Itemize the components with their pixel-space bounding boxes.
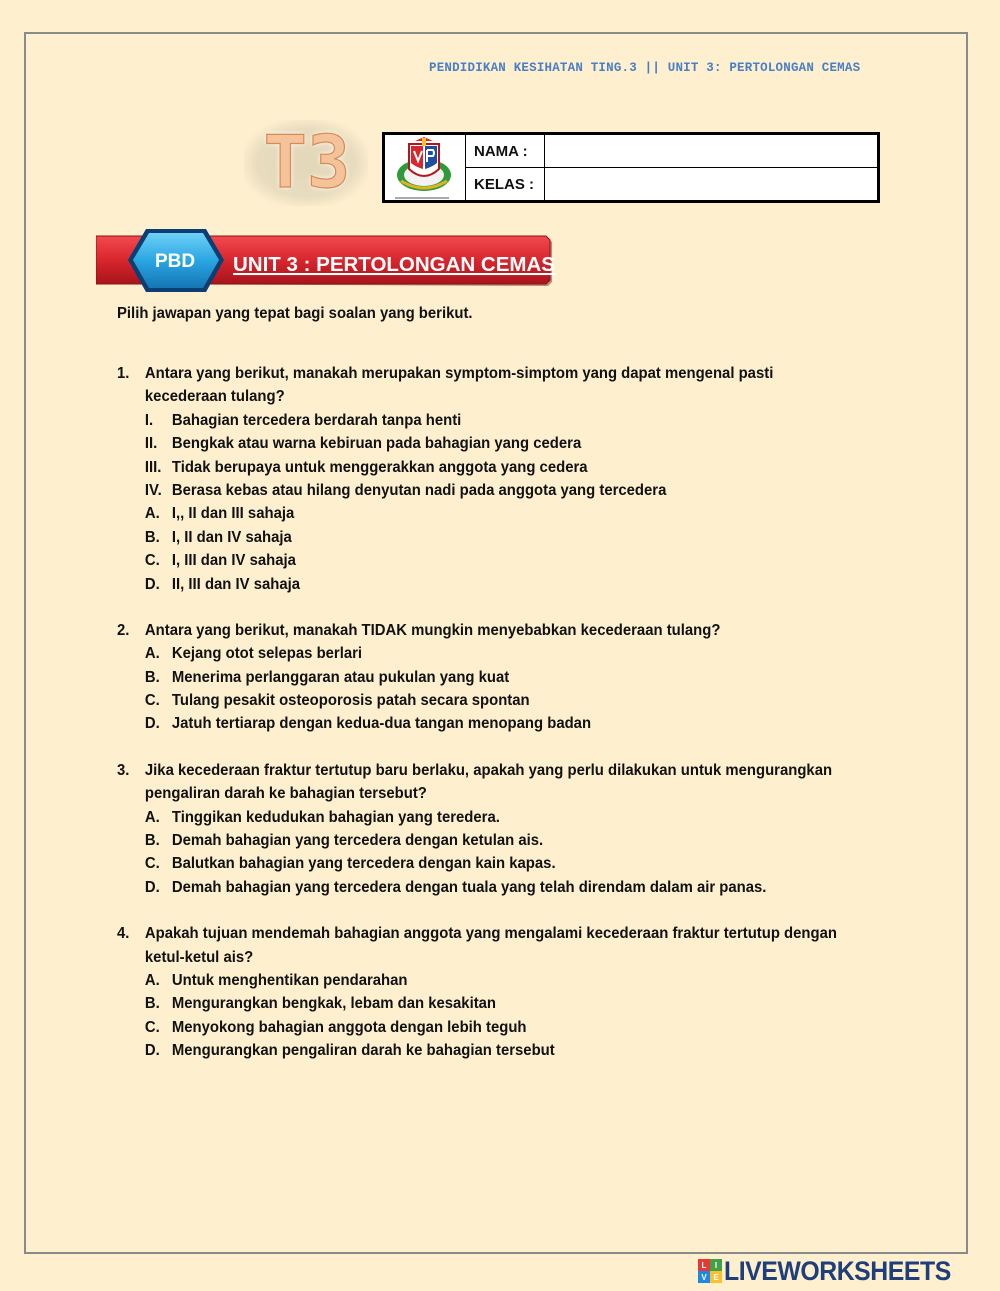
option-letter: D. xyxy=(144,878,160,896)
option-text: Jatuh tertiarap dengan kedua-dua tangan menopang badan xyxy=(171,715,592,733)
question-stem xyxy=(117,619,842,642)
option-letter: D. xyxy=(144,575,160,593)
question-text: Antara yang berikut, manakah merupakan symptom-simptom yang dapat mengenal pasti xyxy=(144,365,774,382)
question-stem xyxy=(117,759,842,782)
statement-numeral: III. xyxy=(144,458,162,476)
unit-banner xyxy=(96,226,556,298)
option-text: Demah bahagian yang tercedera dengan ketulan ais. xyxy=(171,832,544,850)
question-number: 4. xyxy=(117,925,130,943)
answer-option[interactable] xyxy=(117,829,842,852)
statement-item xyxy=(117,409,842,432)
option-letter: B. xyxy=(144,668,160,686)
statement-numeral: IV. xyxy=(144,481,162,499)
option-text: Menerima perlanggaran atau pukulan yang kuat xyxy=(171,668,510,686)
option-text: Untuk menghentikan pendarahan xyxy=(171,971,408,989)
statement-item xyxy=(117,479,842,502)
question-1 xyxy=(117,362,897,596)
option-letter: A. xyxy=(144,505,160,523)
question-stem-continued xyxy=(117,385,842,408)
answer-option[interactable] xyxy=(117,502,842,525)
question-text: kecederaan tulang? xyxy=(144,388,285,406)
question-number: 3. xyxy=(117,761,130,779)
option-text: II, III dan IV sahaja xyxy=(171,575,301,593)
logo-letter: L xyxy=(698,1259,710,1271)
question-text: Antara yang berikut, manakah TIDAK mungkin menyebabkan kecederaan tulang? xyxy=(144,621,721,639)
option-text: I,, II dan III sahaja xyxy=(171,505,295,523)
answer-option[interactable] xyxy=(117,573,842,596)
liveworksheets-logo-icon xyxy=(698,1259,722,1283)
name-label: NAMA : xyxy=(466,135,544,168)
question-text: pengaliran darah ke bahagian tersebut? xyxy=(144,785,427,803)
grade-badge xyxy=(244,120,368,206)
option-text: Tulang pesakit osteoporosis patah secara spontan xyxy=(171,692,530,710)
option-text: Kejang otot selepas berlari xyxy=(171,645,363,663)
question-stem xyxy=(117,362,842,385)
question-number: 1. xyxy=(117,365,130,382)
answer-option[interactable] xyxy=(117,526,842,549)
answer-option[interactable] xyxy=(117,1039,842,1062)
question-4 xyxy=(117,922,897,1062)
option-letter: A. xyxy=(144,971,160,989)
statement-text: Bahagian tercedera berdarah tanpa henti xyxy=(171,411,462,429)
option-letter: D. xyxy=(144,1042,160,1060)
banner-title: UNIT 3 : PERTOLONGAN CEMAS xyxy=(233,253,555,276)
option-letter: C. xyxy=(144,552,160,570)
answer-option[interactable] xyxy=(117,689,842,712)
answer-option[interactable] xyxy=(117,806,842,829)
question-list xyxy=(117,362,897,1086)
statement-text: Bengkak atau warna kebiruan pada bahagian yang cedera xyxy=(171,435,582,453)
option-letter: C. xyxy=(144,1018,160,1036)
logo-letter: I xyxy=(710,1259,722,1271)
school-crest-icon xyxy=(385,135,463,201)
liveworksheets-footer xyxy=(698,1254,971,1288)
option-text: I, III dan IV sahaja xyxy=(171,552,296,570)
answer-option[interactable] xyxy=(117,876,842,899)
question-stem-continued xyxy=(117,782,842,805)
question-3 xyxy=(117,759,897,899)
option-letter: B. xyxy=(144,528,160,546)
class-field[interactable] xyxy=(545,168,877,200)
option-letter: B. xyxy=(144,832,160,850)
option-letter: B. xyxy=(144,995,160,1013)
option-text: Menyokong bahagian anggota dengan lebih teguh xyxy=(171,1018,527,1036)
option-text: Balutkan bahagian yang tercedera dengan kain kapas. xyxy=(171,855,556,873)
question-text: Apakah tujuan mendemah bahagian anggota yang mengalami kecederaan fraktur tertutup dengan xyxy=(144,925,837,943)
answer-option[interactable] xyxy=(117,969,842,992)
question-number: 2. xyxy=(117,621,130,639)
question-2 xyxy=(117,619,897,736)
logo-letter: V xyxy=(698,1271,710,1283)
question-stem xyxy=(117,922,842,945)
class-label: KELAS : xyxy=(474,175,534,193)
statement-text: Berasa kebas atau hilang denyutan nadi pada anggota yang tercedera xyxy=(171,481,667,499)
instruction-text: Pilih jawapan yang tepat bagi soalan yang berikut. xyxy=(117,305,473,322)
option-letter: A. xyxy=(144,645,160,663)
logo-letter: E xyxy=(710,1271,722,1283)
option-text: Mengurangkan bengkak, lebam dan kesakitan xyxy=(171,995,497,1013)
option-letter: A. xyxy=(144,808,160,826)
option-letter: C. xyxy=(144,692,160,710)
option-letter: D. xyxy=(144,715,160,733)
answer-option[interactable] xyxy=(117,852,842,875)
statement-text: Tidak berupaya untuk menggerakkan anggota yang cedera xyxy=(171,458,588,476)
student-info-table xyxy=(382,132,880,203)
statement-item xyxy=(117,432,842,455)
name-field[interactable] xyxy=(545,135,877,168)
answer-option[interactable] xyxy=(117,992,842,1015)
grade-badge-text: T3 xyxy=(263,120,351,204)
answer-option[interactable] xyxy=(117,666,842,689)
option-letter: C. xyxy=(144,855,160,873)
school-logo-cell xyxy=(385,135,466,200)
answer-option[interactable] xyxy=(117,642,842,665)
answer-option[interactable] xyxy=(117,1016,842,1039)
running-header: PENDIDIKAN KESIHATAN TING.3 || UNIT 3: PERTOLONGAN CEMAS xyxy=(429,61,861,75)
option-text: Mengurangkan pengaliran darah ke bahagian tersebut xyxy=(171,1042,555,1060)
question-text: Jika kecederaan fraktur tertutup baru berlaku, apakah yang perlu dilakukan untuk mengurangkan xyxy=(144,761,833,779)
statement-numeral: II. xyxy=(144,435,158,453)
option-text: I, II dan IV sahaja xyxy=(171,528,292,546)
answer-option[interactable] xyxy=(117,549,842,572)
banner-badge: PBD xyxy=(154,251,196,272)
option-text: Demah bahagian yang tercedera dengan tuala yang telah direndam dalam air panas. xyxy=(171,878,767,896)
statement-numeral: I. xyxy=(144,411,154,429)
question-text: ketul-ketul ais? xyxy=(144,948,254,966)
statement-item xyxy=(117,456,842,479)
question-stem-continued xyxy=(117,946,842,969)
liveworksheets-brand: LIVEWORKSHEETS xyxy=(724,1255,951,1286)
answer-option[interactable] xyxy=(117,712,842,735)
option-text: Tinggikan kedudukan bahagian yang teredera. xyxy=(171,808,500,826)
